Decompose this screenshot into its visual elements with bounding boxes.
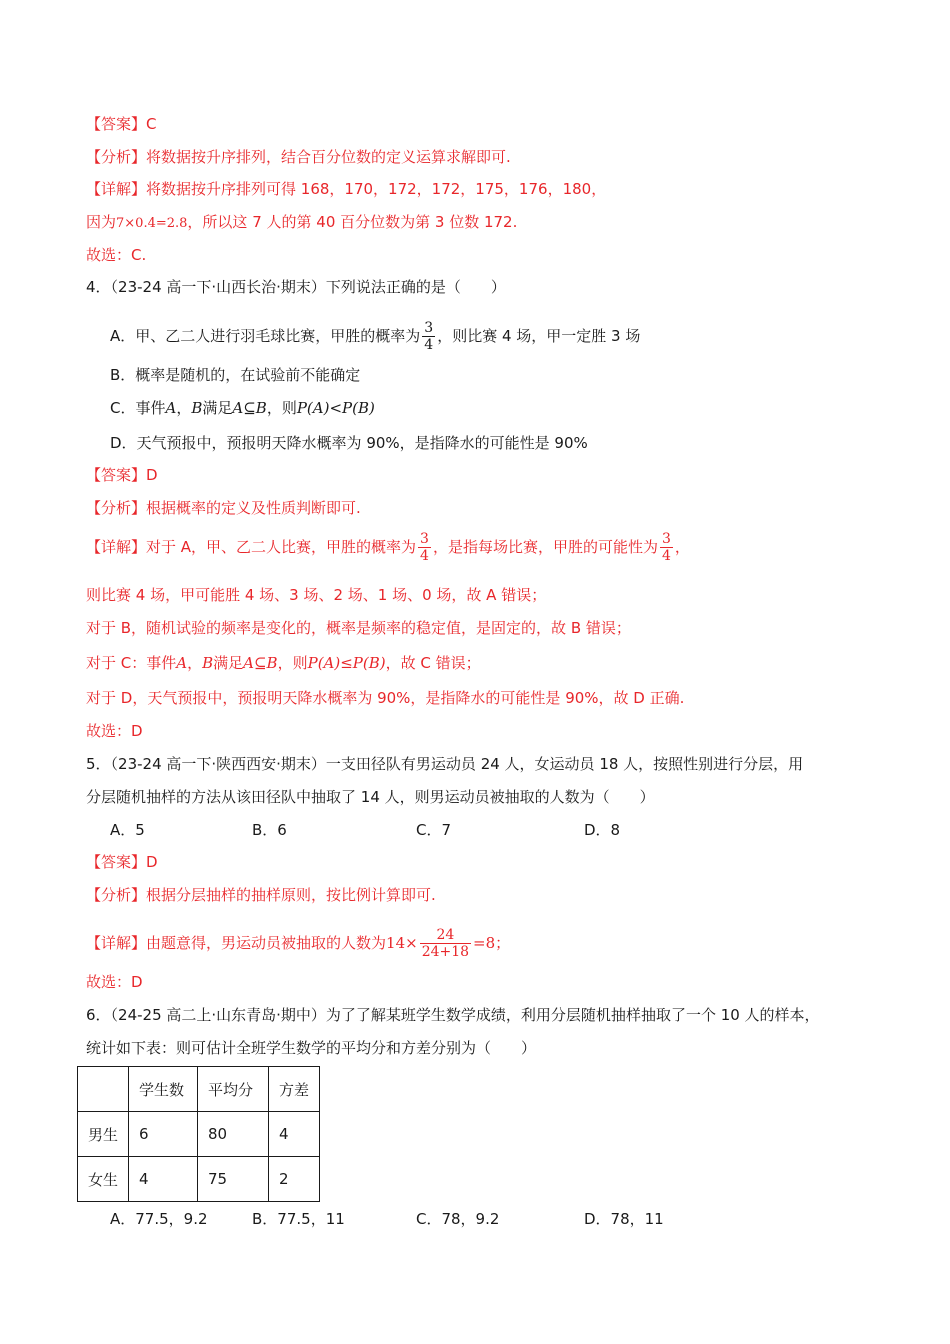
detail-text: ， <box>674 538 690 556</box>
math-symbol: A <box>165 399 177 417</box>
fraction-numerator: 3 <box>661 531 671 547</box>
table-cell: 4 <box>129 1157 198 1202</box>
q6-stem-line-2: 统计如下表：则可估计全班学生数学的平均分和方差分别为（ ） <box>86 1039 537 1057</box>
q4-detail-line-4 <box>86 652 481 674</box>
fraction-numerator: 3 <box>420 531 429 547</box>
q5-stem-line-2: 分层随机抽样的方法从该田径队中抽取了 14 人，则男运动员被抽取的人数为（ ） <box>86 788 655 806</box>
option-text: ，则 <box>266 399 297 417</box>
math-expression: 14× <box>386 934 418 952</box>
analysis-tag: 【分析】 <box>86 886 147 904</box>
option-text: ，则比赛 4 场，甲一定胜 3 场 <box>437 327 641 345</box>
table-row <box>78 1157 320 1202</box>
q4-detail-line-2: 则比赛 4 场，甲可能胜 4 场、3 场、2 场、1 场、0 场，故 A 错误； <box>86 586 547 604</box>
table-header-cell: 平均分 <box>198 1067 269 1112</box>
q4-analysis <box>86 497 361 519</box>
q4-choose: 故选：D <box>86 722 143 740</box>
table-header-cell: 学生数 <box>129 1067 198 1112</box>
answer-tag: 【答案】 <box>86 466 147 484</box>
fraction-denominator: 24+18 <box>421 944 470 960</box>
detail-text: 对于 C：事件 <box>86 654 177 672</box>
q4-option-d: D．天气预报中，预报明天降水概率为 90%，是指降水的可能性是 90% <box>110 434 588 452</box>
analysis-tag: 【分析】 <box>86 499 147 517</box>
q5-stem-line-1: 5．（23-24 高一下·陕西西安·期末）一支田径队有男运动员 24 人，女运动员 18 人，按照性别进行分层，用 <box>86 755 804 773</box>
detail-text: 满足 <box>213 654 244 672</box>
q4-detail-line-1 <box>86 531 690 564</box>
q6-option-c: C．78，9.2 <box>416 1210 500 1228</box>
table-header-cell <box>78 1067 129 1112</box>
q6-option-a: A．77.5，9.2 <box>110 1210 208 1228</box>
q5-option-d: D．8 <box>584 821 621 839</box>
fraction-denominator: 4 <box>661 548 671 564</box>
math-symbol: A <box>176 654 188 672</box>
detail-text: ，故 C 错误； <box>385 654 481 672</box>
detail-text: ，所以这 7 人的第 40 百分位数为第 3 位数 172. <box>187 213 518 231</box>
q3-choose: 故选：C. <box>86 246 147 264</box>
table-cell: 女生 <box>78 1157 129 1202</box>
option-text: C．事件 <box>110 399 166 417</box>
math-expression: P(A)≤P(B) <box>307 654 386 672</box>
q5-choose: 故选：D <box>86 973 143 991</box>
detail-tag: 【详解】 <box>86 934 147 952</box>
q3-analysis <box>86 146 511 168</box>
analysis-text: 根据概率的定义及性质判断即可. <box>146 499 361 517</box>
answer-value: D <box>146 853 158 871</box>
detail-tag: 【详解】 <box>86 180 147 198</box>
q5-option-a: A．5 <box>110 821 145 839</box>
q4-answer <box>86 464 158 486</box>
q5-answer <box>86 851 158 873</box>
q5-analysis <box>86 884 436 906</box>
q6-stats-table <box>77 1066 320 1202</box>
detail-text: ，是指每场比赛，甲胜的可能性为 <box>432 538 658 556</box>
answer-tag: 【答案】 <box>86 115 147 133</box>
table-cell: 80 <box>198 1112 269 1157</box>
fraction-denominator: 4 <box>424 337 434 353</box>
table-header-row <box>78 1067 320 1112</box>
fraction <box>660 531 673 564</box>
table-cell: 2 <box>269 1157 320 1202</box>
table-cell: 男生 <box>78 1112 129 1157</box>
q4-option-b: B．概率是随机的，在试验前不能确定 <box>110 366 361 384</box>
fraction <box>418 531 431 564</box>
detail-text: 因为 <box>86 213 117 231</box>
q6-option-d: D．78，11 <box>584 1210 664 1228</box>
q4-option-a <box>110 320 640 353</box>
q4-detail-line-5: 对于 D，天气预报中，预报明天降水概率为 90%，是指降水的可能性是 90%，故 D 正确. <box>86 689 685 707</box>
option-text: A．甲、乙二人进行羽毛球比赛，甲胜的概率为 <box>110 327 421 345</box>
fraction <box>420 927 471 960</box>
math-expression: 7×0.4=2.8 <box>116 216 188 231</box>
table-cell: 4 <box>269 1112 320 1157</box>
math-symbol: B <box>202 654 214 672</box>
analysis-tag: 【分析】 <box>86 148 147 166</box>
q6-option-b: B．77.5，11 <box>252 1210 345 1228</box>
math-symbol: B <box>191 399 203 417</box>
q5-option-b: B．6 <box>252 821 287 839</box>
q4-option-c <box>110 397 375 419</box>
answer-value: C <box>146 115 157 133</box>
separator: ， <box>176 399 192 417</box>
detail-text: 将数据按升序排列可得 168，170，172，172，175，176，180， <box>146 180 607 198</box>
analysis-text: 根据分层抽样的抽样原则，按比例计算即可. <box>146 886 436 904</box>
table-header-cell: 方差 <box>269 1067 320 1112</box>
q3-detail-line-2 <box>86 211 517 235</box>
q5-detail <box>86 927 510 960</box>
math-expression: P(A)<P(B) <box>296 399 375 417</box>
math-expression: A⊆B <box>232 399 267 417</box>
q3-detail-line-1 <box>86 178 606 200</box>
fraction-denominator: 4 <box>420 548 429 564</box>
table-cell: 75 <box>198 1157 269 1202</box>
math-expression: A⊆B <box>243 654 278 672</box>
detail-text: 对于 A，甲、乙二人比赛，甲胜的概率为 <box>146 538 417 556</box>
table-cell: 6 <box>129 1112 198 1157</box>
answer-value: D <box>146 466 158 484</box>
detail-text: ，则 <box>277 654 308 672</box>
answer-tag: 【答案】 <box>86 853 147 871</box>
q6-stem-line-1: 6．（24-25 高二上·山东青岛·期中）为了了解某班学生数学成绩，利用分层随机抽样抽取了一个 10 人的样本， <box>86 1006 820 1024</box>
analysis-text: 将数据按升序排列，结合百分位数的定义运算求解即可. <box>146 148 511 166</box>
detail-text: 由题意得，男运动员被抽取的人数为 <box>146 934 387 952</box>
table-row <box>78 1112 320 1157</box>
q3-answer <box>86 113 157 135</box>
fraction-numerator: 24 <box>420 927 471 944</box>
q4-detail-line-3: 对于 B，随机试验的频率是变化的，概率是频率的稳定值，是固定的，故 B 错误； <box>86 619 631 637</box>
fraction <box>422 320 435 353</box>
fraction-numerator: 3 <box>424 320 434 336</box>
detail-tag: 【详解】 <box>86 538 147 556</box>
q4-stem: 4．（23-24 高一下·山西长治·期末）下列说法正确的是（ ） <box>86 278 506 296</box>
option-text: 满足 <box>202 399 233 417</box>
math-expression: =8； <box>473 934 511 952</box>
separator: ， <box>187 654 203 672</box>
q5-option-c: C．7 <box>416 821 452 839</box>
